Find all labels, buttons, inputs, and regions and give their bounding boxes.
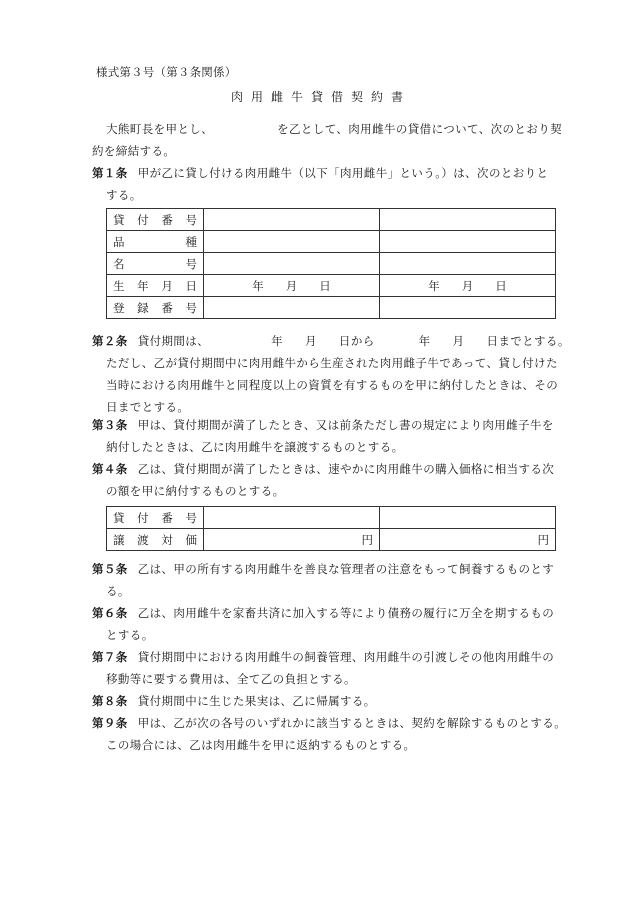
- article-9: 第９条 甲は、乙が次の各号のいずれかに該当するときは、契約を解除するものとする。 この場合には、乙は肉用雌牛を甲に返納するものとする。: [92, 716, 567, 752]
- loan-number-2-cell-2: [380, 507, 556, 529]
- breed-cell-2: [380, 231, 556, 253]
- transfer-price-label: 譲 渡 対 価: [113, 532, 197, 547]
- article-2: 第２条 貸付期間は、 年 月 日から 年 月 日までとする。 ただし、乙が貸付期間中に肉用雌牛から生産された肉用雌子牛であって、貸し付けた 当時における肉用雌牛と同程度以上の資質を有するものを甲に納付したときは、その 日までとする。: [92, 334, 570, 414]
- loan-number-label-2: 貸 付 番 号: [113, 510, 197, 525]
- article-1: 第１条 甲が乙に貸し付ける肉用雌牛（以下「肉用雌牛」という。）は、次のとおりと する。: [92, 166, 549, 202]
- transfer-price-cell-1: 円: [204, 529, 380, 551]
- article-8: 第８条 貸付期間中に生じた果実は、乙に帰属する。: [92, 694, 376, 708]
- article-6-label: 第６条: [92, 606, 128, 620]
- table-row: [107, 231, 556, 253]
- article-2-label: 第２条: [92, 334, 128, 348]
- birth-date-label: 生 年 月 日: [113, 278, 197, 293]
- breed-cell-1: [204, 231, 380, 253]
- article-4: 第４条 乙は、貸付期間が満了したときは、速やかに肉用雌牛の購入価格に相当する次 の額を甲に納付するものとする。: [92, 462, 555, 498]
- loan-number-cell-1: [204, 209, 380, 231]
- intro-line-1: 大熊町長を甲とし、 を乙として、肉用雌牛の貸借について、次のとおり契: [106, 122, 563, 136]
- article-7: 第７条 貸付期間中における肉用雌牛の飼養管理、肉用雌牛の引渡しその他肉用雌牛の 移動等に要する費用は、全て乙の負担とする。: [92, 650, 555, 686]
- loan-number-2-cell-1: [204, 507, 380, 529]
- article-4-label: 第４条: [92, 462, 128, 476]
- transfer-price-cell-2: 円: [380, 529, 556, 551]
- article-8-label: 第８条: [92, 694, 128, 708]
- table-row: [107, 507, 556, 529]
- transfer-price-table: [106, 506, 556, 551]
- breed-label: 品 種: [113, 234, 197, 249]
- article-5: 第５条 乙は、甲の所有する肉用雌牛を善良な管理者の注意をもって飼養するものとす る。: [92, 562, 555, 598]
- loan-number-label: 貸 付 番 号: [113, 212, 197, 227]
- form-number-label: 様式第３号（第３条関係）: [96, 65, 237, 79]
- document-title: 肉用雌牛貸借契約書: [230, 90, 411, 104]
- article-5-label: 第５条: [92, 562, 128, 576]
- loan-number-cell-2: [380, 209, 556, 231]
- article-1-label: 第１条: [92, 166, 128, 180]
- registration-number-label: 登 録 番 号: [113, 300, 197, 315]
- intro-line-2: 約を締結する。: [92, 144, 176, 158]
- article-6: 第６条 乙は、肉用雌牛を家畜共済に加入する等により債務の履行に万全を期するもの とする。: [92, 606, 555, 642]
- registration-number-cell-1: [204, 297, 380, 319]
- name-label: 名 号: [113, 256, 197, 271]
- registration-number-cell-2: [380, 297, 556, 319]
- table-row: [107, 297, 556, 319]
- article-3-label: 第３条: [92, 418, 128, 432]
- name-cell-1: [204, 253, 380, 275]
- article-3: 第３条 甲は、貸付期間が満了したとき、又は前条ただし書の規定により肉用雌子牛を 納付したときは、乙に肉用雌牛を譲渡するものとする。: [92, 418, 554, 454]
- article-7-label: 第７条: [92, 650, 128, 664]
- table-row: [107, 253, 556, 275]
- article-9-label: 第９条: [92, 716, 128, 730]
- cattle-info-table: [106, 208, 556, 319]
- intro-paragraph: [92, 118, 582, 162]
- birth-date-cell-1: 年 月 日: [204, 275, 380, 297]
- birth-date-cell-2: 年 月 日: [380, 275, 556, 297]
- table-row: [107, 209, 556, 231]
- table-row: [107, 529, 556, 551]
- name-cell-2: [380, 253, 556, 275]
- table-row: [107, 275, 556, 297]
